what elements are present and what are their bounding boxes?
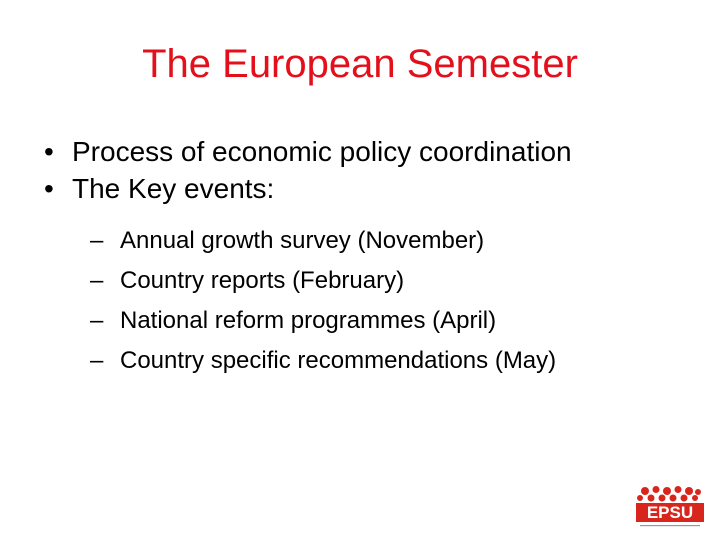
dash-marker: –: [90, 307, 104, 334]
bullet-marker: •: [44, 136, 54, 167]
bullet-text: The Key events:: [72, 173, 275, 204]
sub-bullet-text: National reform programmes (April): [120, 307, 497, 334]
sub-bullet-text: Country reports (February): [120, 267, 405, 294]
bullet-item: [44, 133, 694, 170]
logo-text: EPSU: [646, 503, 694, 522]
slide-title: The European Semester: [142, 42, 578, 86]
dash-marker: –: [90, 267, 104, 294]
bullet-list: [44, 133, 694, 381]
bullet-marker: •: [44, 173, 54, 204]
sub-bullet-list: [90, 221, 694, 381]
dash-marker: –: [90, 227, 104, 254]
sub-bullet-item: [90, 301, 694, 341]
bullet-item: [44, 170, 694, 207]
sub-bullet-text: Annual growth survey (November): [120, 227, 485, 254]
bullet-text: Process of economic policy coordination: [72, 136, 572, 167]
epsu-logo: [634, 486, 706, 530]
sub-bullet-item: [90, 261, 694, 301]
sub-bullet-text: Country specific recommendations (May): [120, 347, 557, 374]
dash-marker: –: [90, 347, 104, 374]
sub-bullet-item: [90, 221, 694, 261]
sub-bullet-item: [90, 341, 694, 381]
